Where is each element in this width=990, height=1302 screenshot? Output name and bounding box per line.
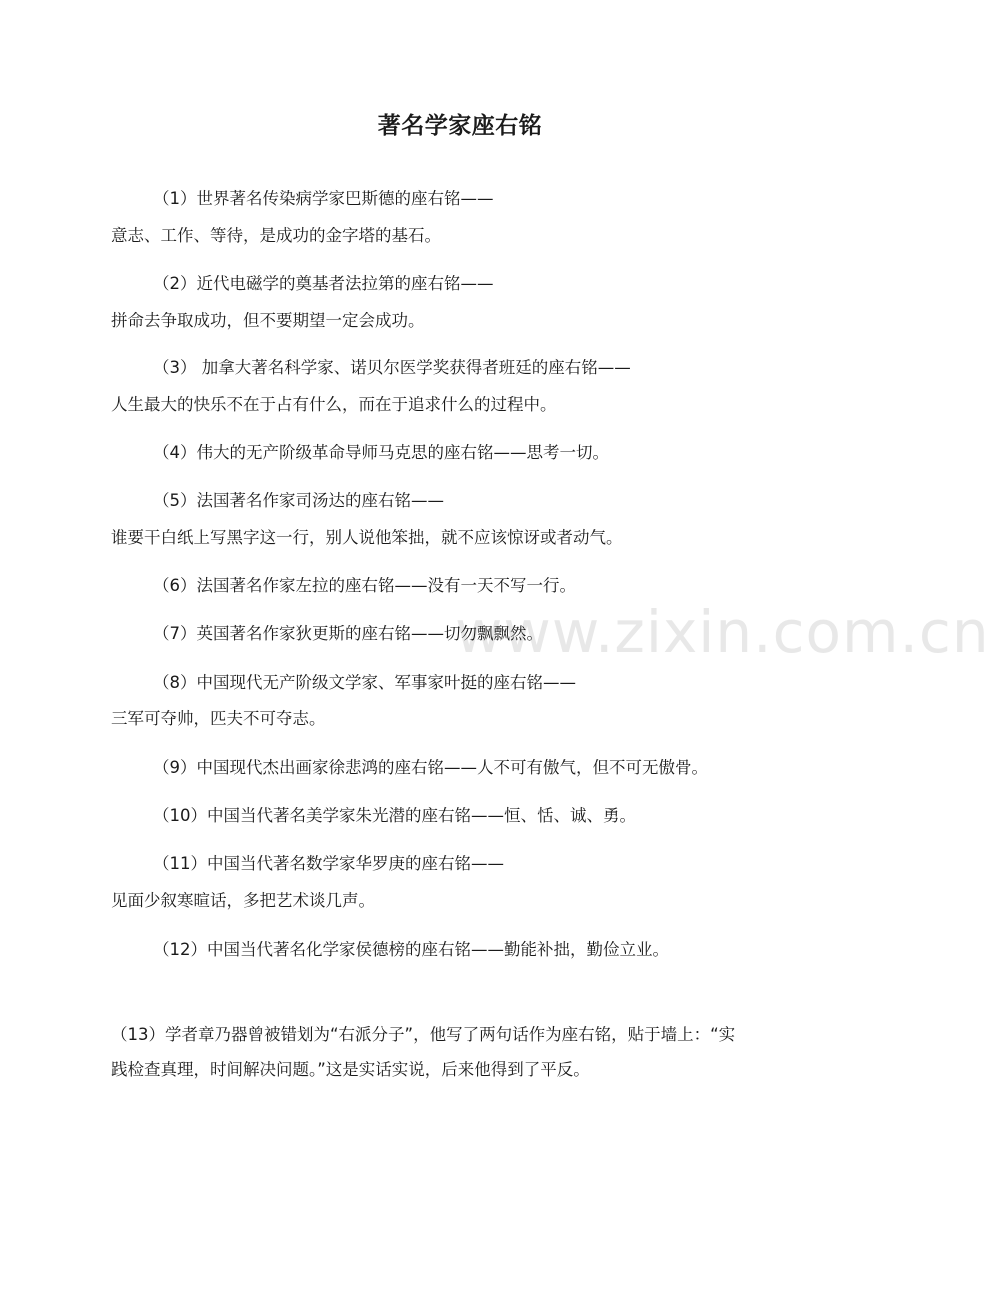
- entry-12: （12）中国当代著名化学家侯德榜的座右铭——勤能补拙，勤俭立业。: [153, 940, 669, 959]
- entry-4: （4）伟大的无产阶级革命导师马克思的座右铭——思考一切。: [153, 443, 609, 462]
- entry-3-lead: （3） 加拿大著名科学家、诺贝尔医学奖获得者班廷的座右铭——: [153, 358, 631, 377]
- entry-11-lead: （11）中国当代著名数学家华罗庚的座右铭——: [153, 854, 504, 873]
- entry-13-line-2: 践检查真理，时间解决问题。”这是实话实说，后来他得到了平反。: [111, 1060, 590, 1079]
- entry-5-lead: （5）法国著名作家司汤达的座右铭——: [153, 491, 444, 510]
- page-title: 著名学家座右铭: [377, 113, 543, 139]
- entry-10: （10）中国当代著名美学家朱光潜的座右铭——恒、恬、诚、勇。: [153, 806, 636, 825]
- entry-3-content: 人生最大的快乐不在于占有什么，而在于追求什么的过程中。: [111, 395, 557, 414]
- entry-9: （9）中国现代杰出画家徐悲鸿的座右铭——人不可有傲气，但不可无傲骨。: [153, 758, 708, 777]
- entry-11-content: 见面少叙寒暄话，多把艺术谈几声。: [111, 891, 375, 910]
- entry-8-lead: （8）中国现代无产阶级文学家、军事家叶挺的座右铭——: [153, 673, 576, 692]
- entry-5-content: 谁要干白纸上写黑字这一行，别人说他笨拙，就不应该惊讶或者动气。: [111, 528, 623, 547]
- entry-2-content: 拼命去争取成功，但不要期望一定会成功。: [111, 311, 425, 330]
- watermark: www.zixin.com.cn: [455, 598, 990, 666]
- entry-1-content: 意志、工作、等待，是成功的金字塔的基石。: [111, 226, 441, 245]
- entry-13-line-1: （13）学者章乃器曾被错划为“右派分子”，他写了两句话作为座右铭，贴于墙上：“实: [111, 1025, 736, 1044]
- entry-7: （7）英国著名作家狄更斯的座右铭——切勿飘飘然。: [153, 624, 543, 643]
- entry-6: （6）法国著名作家左拉的座右铭——没有一天不写一行。: [153, 576, 576, 595]
- entry-8-content: 三军可夺帅，匹夫不可夺志。: [111, 709, 326, 728]
- entry-1-lead: （1）世界著名传染病学家巴斯德的座右铭——: [153, 189, 494, 208]
- entry-2-lead: （2）近代电磁学的奠基者法拉第的座右铭——: [153, 274, 494, 293]
